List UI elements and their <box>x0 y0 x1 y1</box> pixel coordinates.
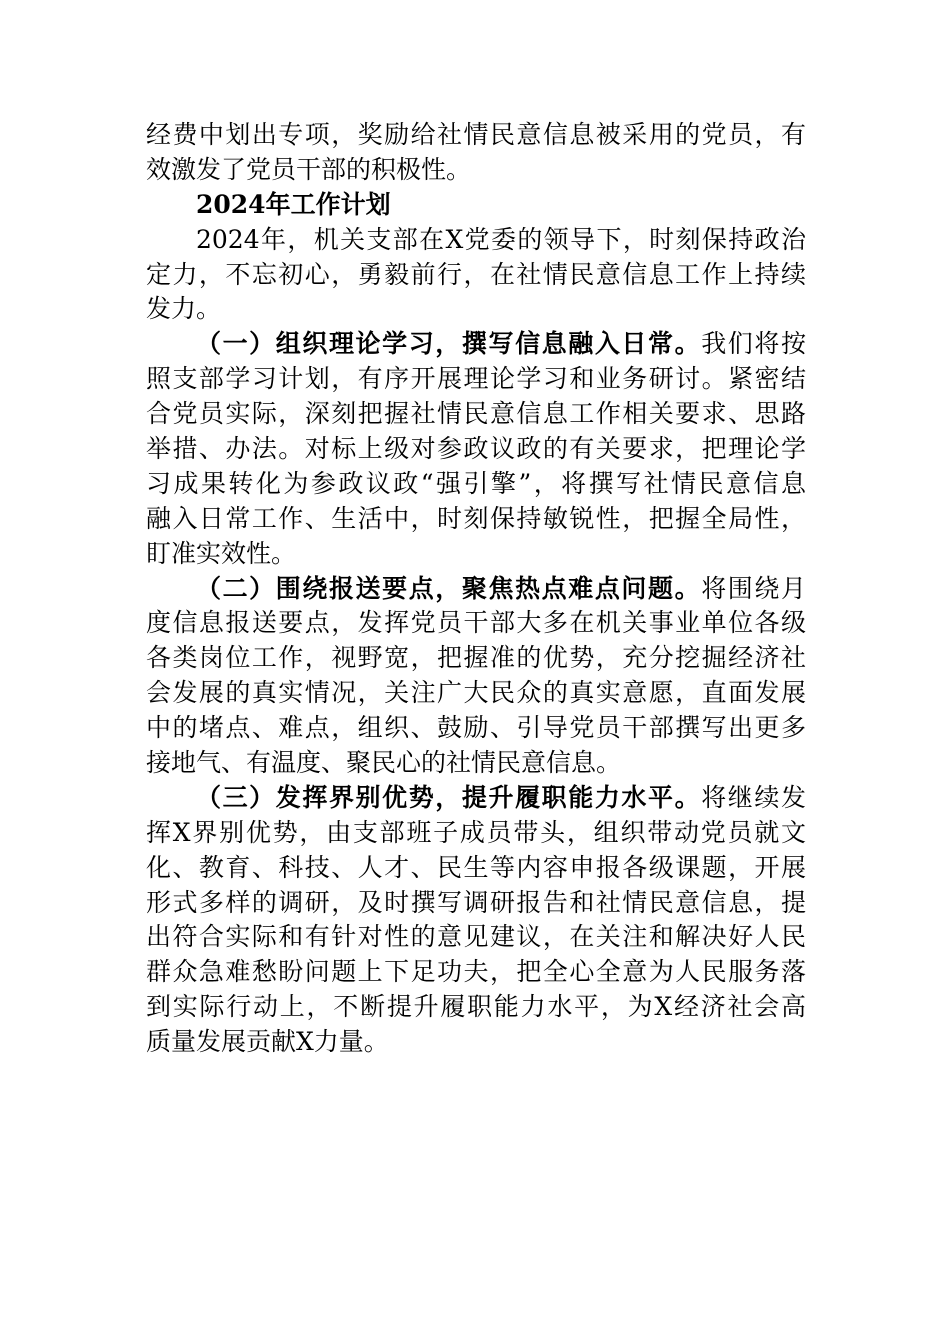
section1-line: 习成果转化为参政议政“强引擎”，将撰写社情民意信息 <box>146 468 806 498</box>
section2-line: 各类岗位工作，视野宽，把握准的优势，充分挖掘经济社 <box>146 643 806 673</box>
intro-line-2: 效激发了党员干部的积极性。 <box>146 154 472 184</box>
section3-title: （三）发挥界别优势，提升履职能力水平。 <box>196 782 702 812</box>
section3-line: 群众急难愁盼问题上下足功夫，把全心全意为人民服务落 <box>146 957 806 987</box>
section3-line: 出符合实际和有针对性的意见建议，在关注和解决好人民 <box>146 922 806 952</box>
section2-first-line <box>146 572 806 607</box>
section3-first-rest: 将继续发 <box>701 782 806 812</box>
section1-first-line <box>146 327 806 362</box>
section1-line: 举措、办法。对标上级对参政议政的有关要求，把理论学 <box>146 434 806 464</box>
section2-first-rest: 将围绕月 <box>701 573 806 603</box>
para1-line-2: 定力，不忘初心，勇毅前行，在社情民意信息工作上持续 <box>146 259 806 289</box>
intro-line-1: 经费中划出专项，奖励给社情民意信息被采用的党员，有 <box>146 120 806 149</box>
section2-line: 接地气、有温度、聚民心的社情民意信息。 <box>146 748 622 778</box>
para1-line-1: 2024年，机关支部在X党委的领导下，时刻保持政治 <box>196 224 806 254</box>
section2-title: （二）围绕报送要点，聚焦热点难点问题。 <box>196 573 702 603</box>
section3-line: 到实际行动上，不断提升履职能力水平，为X经济社会高 <box>146 992 806 1022</box>
section1-line: 照支部学习计划，有序开展理论学习和业务研讨。紧密结 <box>146 364 806 394</box>
section1-line: 盯准实效性。 <box>146 538 297 568</box>
section1-line: 合党员实际，深刻把握社情民意信息工作相关要求、思路 <box>146 399 806 429</box>
section-heading: 2024年工作计划 <box>196 189 391 219</box>
section3-line: 质量发展贡献X力量。 <box>146 1027 389 1057</box>
section2-line: 中的堵点、难点，组织、鼓励、引导党员干部撰写出更多 <box>146 713 806 743</box>
section2-line: 会发展的真实情况，关注广大民众的真实意愿，直面发展 <box>146 678 806 708</box>
document-body <box>146 118 806 1060</box>
section1-first-rest: 我们将按 <box>701 329 806 359</box>
section2-line: 度信息报送要点，发挥党员干部大多在机关事业单位各级 <box>146 608 806 638</box>
para1-line-3: 发力。 <box>146 294 222 324</box>
section3-first-line <box>146 781 806 816</box>
section1-line: 融入日常工作、生活中，时刻保持敏锐性，把握全局性， <box>146 503 806 533</box>
section3-line: 挥X界别优势，由支部班子成员带头，组织带动党员就文 <box>146 817 806 847</box>
section3-line: 化、教育、科技、人才、民生等内容申报各级课题，开展 <box>146 852 806 882</box>
section1-title: （一）组织理论学习，撰写信息融入日常。 <box>196 329 702 359</box>
section3-line: 形式多样的调研，及时撰写调研报告和社情民意信息，提 <box>146 887 806 917</box>
